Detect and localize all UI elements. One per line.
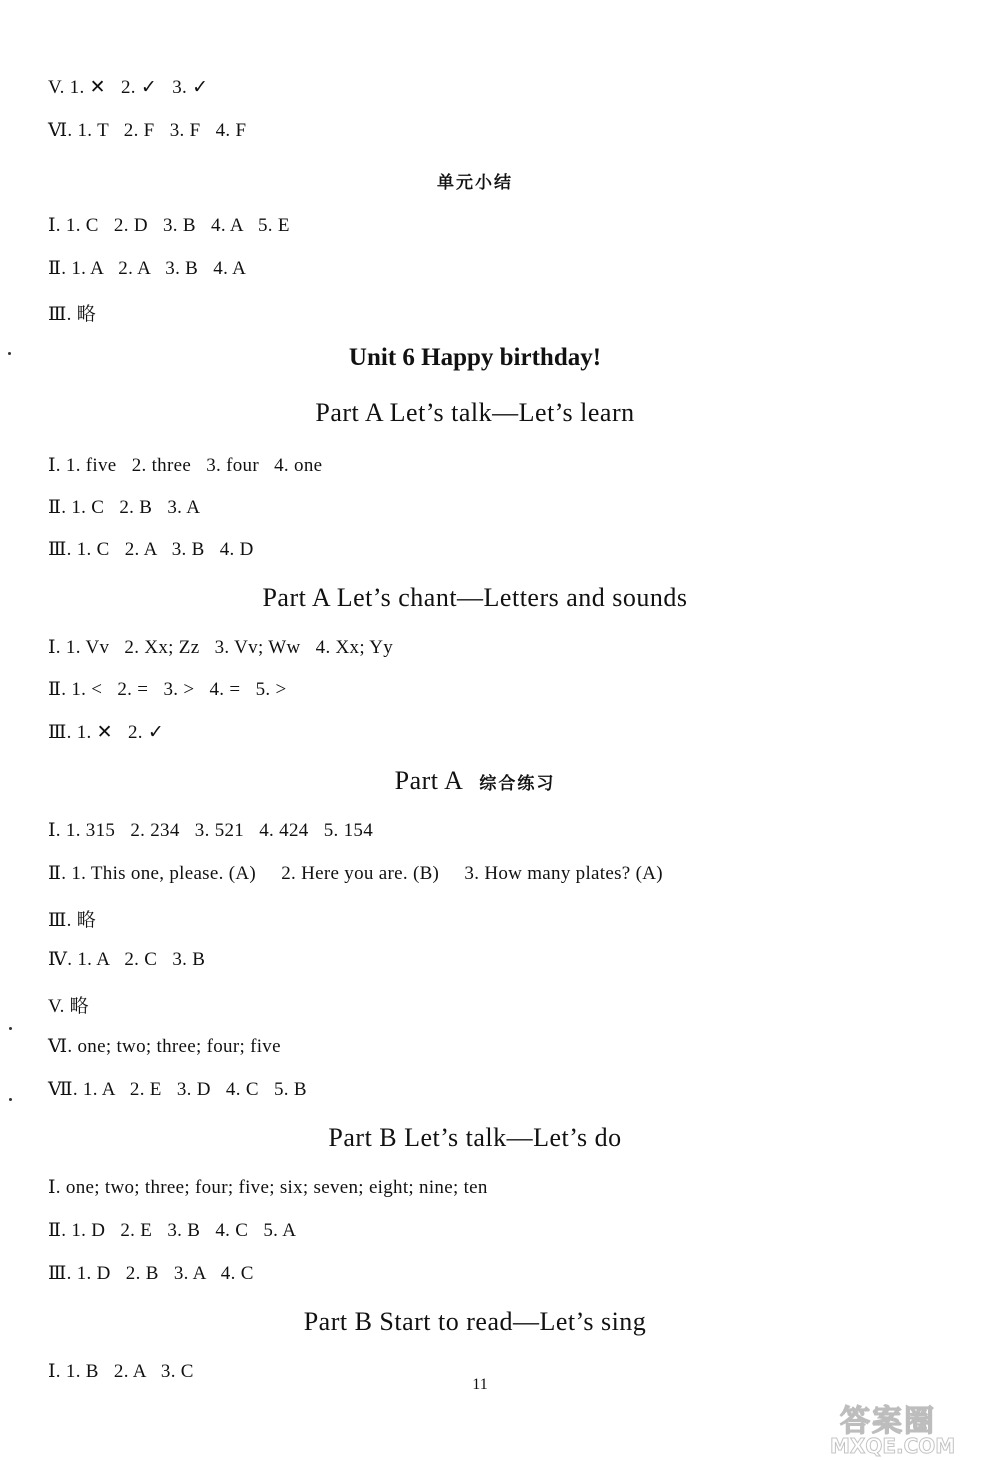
answer-line: Ⅲ. 略 — [48, 910, 97, 931]
watermark-logo: 答案圈 — [840, 1404, 936, 1439]
answer-line: V. 略 — [48, 996, 89, 1017]
scan-speck — [8, 352, 11, 355]
answer-line: Ⅲ. 略 — [48, 304, 97, 325]
answer-line: Ⅲ. 1. ✕ 2. ✓ — [48, 722, 165, 743]
section-heading-unit-summary: 单元小结 — [437, 173, 513, 193]
watermark — [830, 1396, 990, 1458]
page-number: 11 — [472, 1376, 488, 1393]
answer-line: Ⅱ. 1. < 2. = 3. > 4. = 5. > — [48, 679, 287, 700]
answer-line: Ⅵ. one; two; three; four; five — [48, 1036, 281, 1057]
part-heading: Part A Let’s talk—Let’s learn — [315, 398, 635, 427]
unit-title: Unit 6 Happy birthday! — [348, 344, 602, 371]
answer-line: Ⅰ. 1. 315 2. 234 3. 521 4. 424 5. 154 — [48, 820, 374, 841]
part-heading: Part A Let’s chant—Letters and sounds — [262, 583, 688, 612]
part-heading: Part B Let’s talk—Let’s do — [328, 1123, 622, 1152]
answer-line: Ⅲ. 1. C 2. A 3. B 4. D — [48, 539, 254, 560]
answer-line: Ⅰ. one; two; three; four; five; six; seven; eight; nine; ten — [48, 1177, 488, 1198]
answer-line: Ⅵ. 1. T 2. F 3. F 4. F — [48, 120, 247, 141]
answer-line: Ⅰ. 1. Vv 2. Xx; Zz 3. Vv; Ww 4. Xx; Yy — [48, 637, 394, 658]
answer-line: Ⅱ. 1. This one, please. (A) 2. Here you are. (B) 3. How many plates? (A) — [48, 863, 663, 884]
answer-line: Ⅰ. 1. B 2. A 3. C — [48, 1361, 194, 1382]
part-heading — [0, 766, 950, 796]
answer-line: Ⅰ. 1. five 2. three 3. four 4. one — [48, 455, 323, 476]
answer-line: Ⅱ. 1. C 2. B 3. A — [48, 497, 201, 518]
answer-line: Ⅱ. 1. A 2. A 3. B 4. A — [48, 258, 247, 279]
answer-line: Ⅰ. 1. C 2. D 3. B 4. A 5. E — [48, 215, 290, 236]
answer-line: Ⅳ. 1. A 2. C 3. B — [48, 949, 206, 970]
part-heading: Part B Start to read—Let’s sing — [303, 1307, 647, 1336]
answer-line: Ⅱ. 1. D 2. E 3. B 4. C 5. A — [48, 1220, 297, 1241]
watermark-url: MXQE.COM — [830, 1434, 956, 1458]
answer-line: V. 1. ✕ 2. ✓ 3. ✓ — [48, 77, 209, 98]
practice-label: 综合练习 — [479, 774, 556, 794]
answer-line: Ⅶ. 1. A 2. E 3. D 4. C 5. B — [48, 1079, 307, 1100]
part-label: Part A — [394, 766, 464, 795]
scan-speck — [9, 1027, 12, 1030]
answer-line: Ⅲ. 1. D 2. B 3. A 4. C — [48, 1263, 254, 1284]
scan-speck — [9, 1098, 12, 1101]
